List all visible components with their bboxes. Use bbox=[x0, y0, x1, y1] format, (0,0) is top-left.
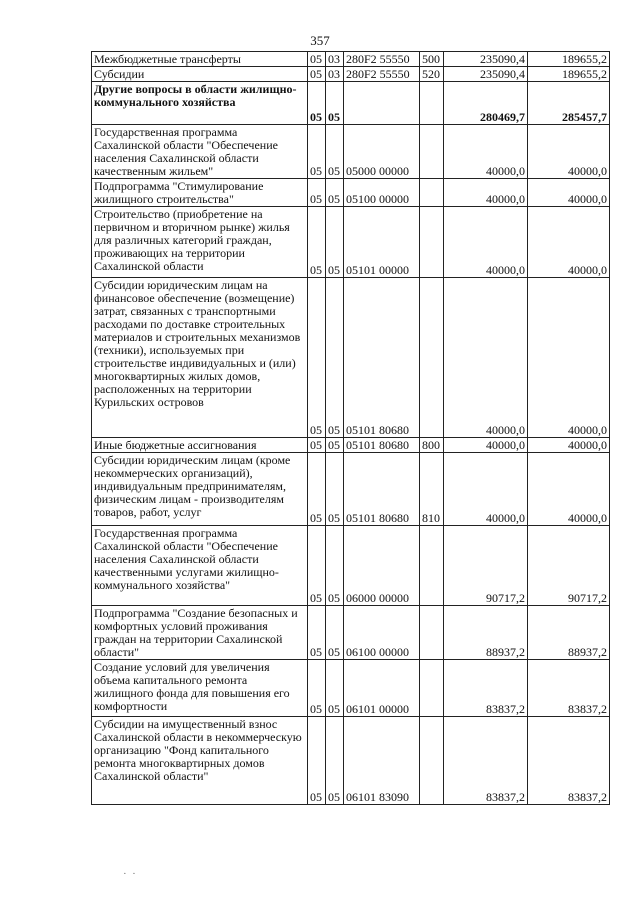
table-row bbox=[92, 606, 610, 660]
expense-type-code: 500 bbox=[420, 52, 444, 67]
row-name: Создание условий для увеличения объема капитального ремонта жилищного фонда для повышения его комфортности bbox=[92, 660, 308, 717]
amount-year-2: 40000,0 bbox=[528, 207, 610, 278]
section-code: 05 bbox=[308, 526, 326, 606]
table-row bbox=[92, 67, 610, 82]
amount-year-2: 83837,2 bbox=[528, 717, 610, 805]
amount-year-1: 40000,0 bbox=[444, 125, 528, 179]
expense-type-code bbox=[420, 278, 444, 438]
expense-type-code bbox=[420, 606, 444, 660]
target-article-code: 06101 83090 bbox=[344, 717, 420, 805]
page-number: 357 bbox=[310, 33, 330, 48]
amount-year-2: 40000,0 bbox=[528, 438, 610, 453]
expense-type-code bbox=[420, 207, 444, 278]
expense-type-code bbox=[420, 179, 444, 207]
table-row bbox=[92, 278, 610, 438]
subsection-code: 05 bbox=[326, 82, 344, 125]
subsection-code: 05 bbox=[326, 453, 344, 526]
amount-year-2: 88937,2 bbox=[528, 606, 610, 660]
row-name: Субсидии bbox=[92, 67, 308, 82]
row-name: Строительство (приобретение на первичном и вторичном рынке) жилья для различных категорий граждан, проживающих на территории Сахалинской области bbox=[92, 207, 308, 278]
subsection-code: 05 bbox=[326, 526, 344, 606]
target-article-code: 06101 00000 bbox=[344, 660, 420, 717]
amount-year-1: 235090,4 bbox=[444, 52, 528, 67]
target-article-code bbox=[344, 82, 420, 125]
section-code: 05 bbox=[308, 125, 326, 179]
table-row bbox=[92, 526, 610, 606]
target-article-code: 05101 00000 bbox=[344, 207, 420, 278]
expense-type-code bbox=[420, 125, 444, 179]
amount-year-1: 40000,0 bbox=[444, 207, 528, 278]
target-article-code: 06100 00000 bbox=[344, 606, 420, 660]
subsection-code: 03 bbox=[326, 52, 344, 67]
section-code: 05 bbox=[308, 278, 326, 438]
amount-year-2: 83837,2 bbox=[528, 660, 610, 717]
table-row bbox=[92, 125, 610, 179]
section-code: 05 bbox=[308, 179, 326, 207]
amount-year-1: 280469,7 bbox=[444, 82, 528, 125]
row-name: Иные бюджетные ассигнования bbox=[92, 438, 308, 453]
target-article-code: 06000 00000 bbox=[344, 526, 420, 606]
amount-year-2: 40000,0 bbox=[528, 278, 610, 438]
section-code: 05 bbox=[308, 660, 326, 717]
expense-type-code: 810 bbox=[420, 453, 444, 526]
row-name: Подпрограмма "Стимулирование жилищного строительства" bbox=[92, 179, 308, 207]
section-code: 05 bbox=[308, 82, 326, 125]
subsection-code: 05 bbox=[326, 717, 344, 805]
table-row bbox=[92, 179, 610, 207]
target-article-code: 280F2 55550 bbox=[344, 52, 420, 67]
subsection-code: 03 bbox=[326, 67, 344, 82]
section-code: 05 bbox=[308, 67, 326, 82]
amount-year-1: 40000,0 bbox=[444, 278, 528, 438]
subsection-code: 05 bbox=[326, 606, 344, 660]
target-article-code: 05100 00000 bbox=[344, 179, 420, 207]
subsection-code: 05 bbox=[326, 207, 344, 278]
expense-type-code bbox=[420, 717, 444, 805]
expense-type-code bbox=[420, 660, 444, 717]
row-name: Межбюджетные трансферты bbox=[92, 52, 308, 67]
amount-year-1: 40000,0 bbox=[444, 179, 528, 207]
section-code: 05 bbox=[308, 717, 326, 805]
expense-type-code bbox=[420, 82, 444, 125]
subsection-code: 05 bbox=[326, 125, 344, 179]
row-name: Государственная программа Сахалинской области "Обеспечение населения Сахалинской области качественными услугами жилищно-коммунального хозяйства" bbox=[92, 526, 308, 606]
budget-table bbox=[91, 51, 610, 805]
section-code: 05 bbox=[308, 52, 326, 67]
budget-table-body bbox=[92, 52, 610, 805]
table-row bbox=[92, 438, 610, 453]
target-article-code: 05101 80680 bbox=[344, 453, 420, 526]
table-row bbox=[92, 453, 610, 526]
amount-year-1: 83837,2 bbox=[444, 660, 528, 717]
table-row bbox=[92, 207, 610, 278]
scan-mark: · · bbox=[123, 868, 136, 880]
expense-type-code bbox=[420, 526, 444, 606]
row-name: Другие вопросы в области жилищно-коммунального хозяйства bbox=[92, 82, 308, 125]
amount-year-1: 235090,4 bbox=[444, 67, 528, 82]
target-article-code: 05101 80680 bbox=[344, 278, 420, 438]
amount-year-1: 88937,2 bbox=[444, 606, 528, 660]
section-code: 05 bbox=[308, 453, 326, 526]
amount-year-1: 90717,2 bbox=[444, 526, 528, 606]
amount-year-2: 285457,7 bbox=[528, 82, 610, 125]
section-code: 05 bbox=[308, 438, 326, 453]
expense-type-code: 800 bbox=[420, 438, 444, 453]
subsection-code: 05 bbox=[326, 278, 344, 438]
amount-year-2: 40000,0 bbox=[528, 179, 610, 207]
row-name: Государственная программа Сахалинской области "Обеспечение населения Сахалинской области качественным жильем" bbox=[92, 125, 308, 179]
amount-year-1: 40000,0 bbox=[444, 453, 528, 526]
amount-year-1: 83837,2 bbox=[444, 717, 528, 805]
subsection-code: 05 bbox=[326, 438, 344, 453]
amount-year-2: 40000,0 bbox=[528, 453, 610, 526]
section-code: 05 bbox=[308, 207, 326, 278]
table-row bbox=[92, 717, 610, 805]
row-name: Субсидии юридическим лицам (кроме некоммерческих организаций), индивидуальным предпринимателям, физическим лицам - производителям товаров, работ, услуг bbox=[92, 453, 308, 526]
table-row bbox=[92, 52, 610, 67]
table-row bbox=[92, 82, 610, 125]
amount-year-2: 40000,0 bbox=[528, 125, 610, 179]
target-article-code: 280F2 55550 bbox=[344, 67, 420, 82]
section-code: 05 bbox=[308, 606, 326, 660]
subsection-code: 05 bbox=[326, 660, 344, 717]
target-article-code: 05000 00000 bbox=[344, 125, 420, 179]
amount-year-2: 90717,2 bbox=[528, 526, 610, 606]
target-article-code: 05101 80680 bbox=[344, 438, 420, 453]
amount-year-1: 40000,0 bbox=[444, 438, 528, 453]
amount-year-2: 189655,2 bbox=[528, 67, 610, 82]
row-name: Субсидии на имущественный взнос Сахалинской области в некоммерческую организацию "Фонд капитального ремонта многоквартирных домов Сахалинской области" bbox=[92, 717, 308, 805]
subsection-code: 05 bbox=[326, 179, 344, 207]
row-name: Подпрограмма "Создание безопасных и комфортных условий проживания граждан на территории Сахалинской области" bbox=[92, 606, 308, 660]
expense-type-code: 520 bbox=[420, 67, 444, 82]
row-name: Субсидии юридическим лицам на финансовое обеспечение (возмещение) затрат, связанных с транспортными расходами по доставке строительных материалов и строительных механизмов (техники), используемых при строительстве индивидуальных и (или) многоквартирных жилых домов, расположенных на территории Курильских островов bbox=[92, 278, 308, 438]
amount-year-2: 189655,2 bbox=[528, 52, 610, 67]
table-row bbox=[92, 660, 610, 717]
